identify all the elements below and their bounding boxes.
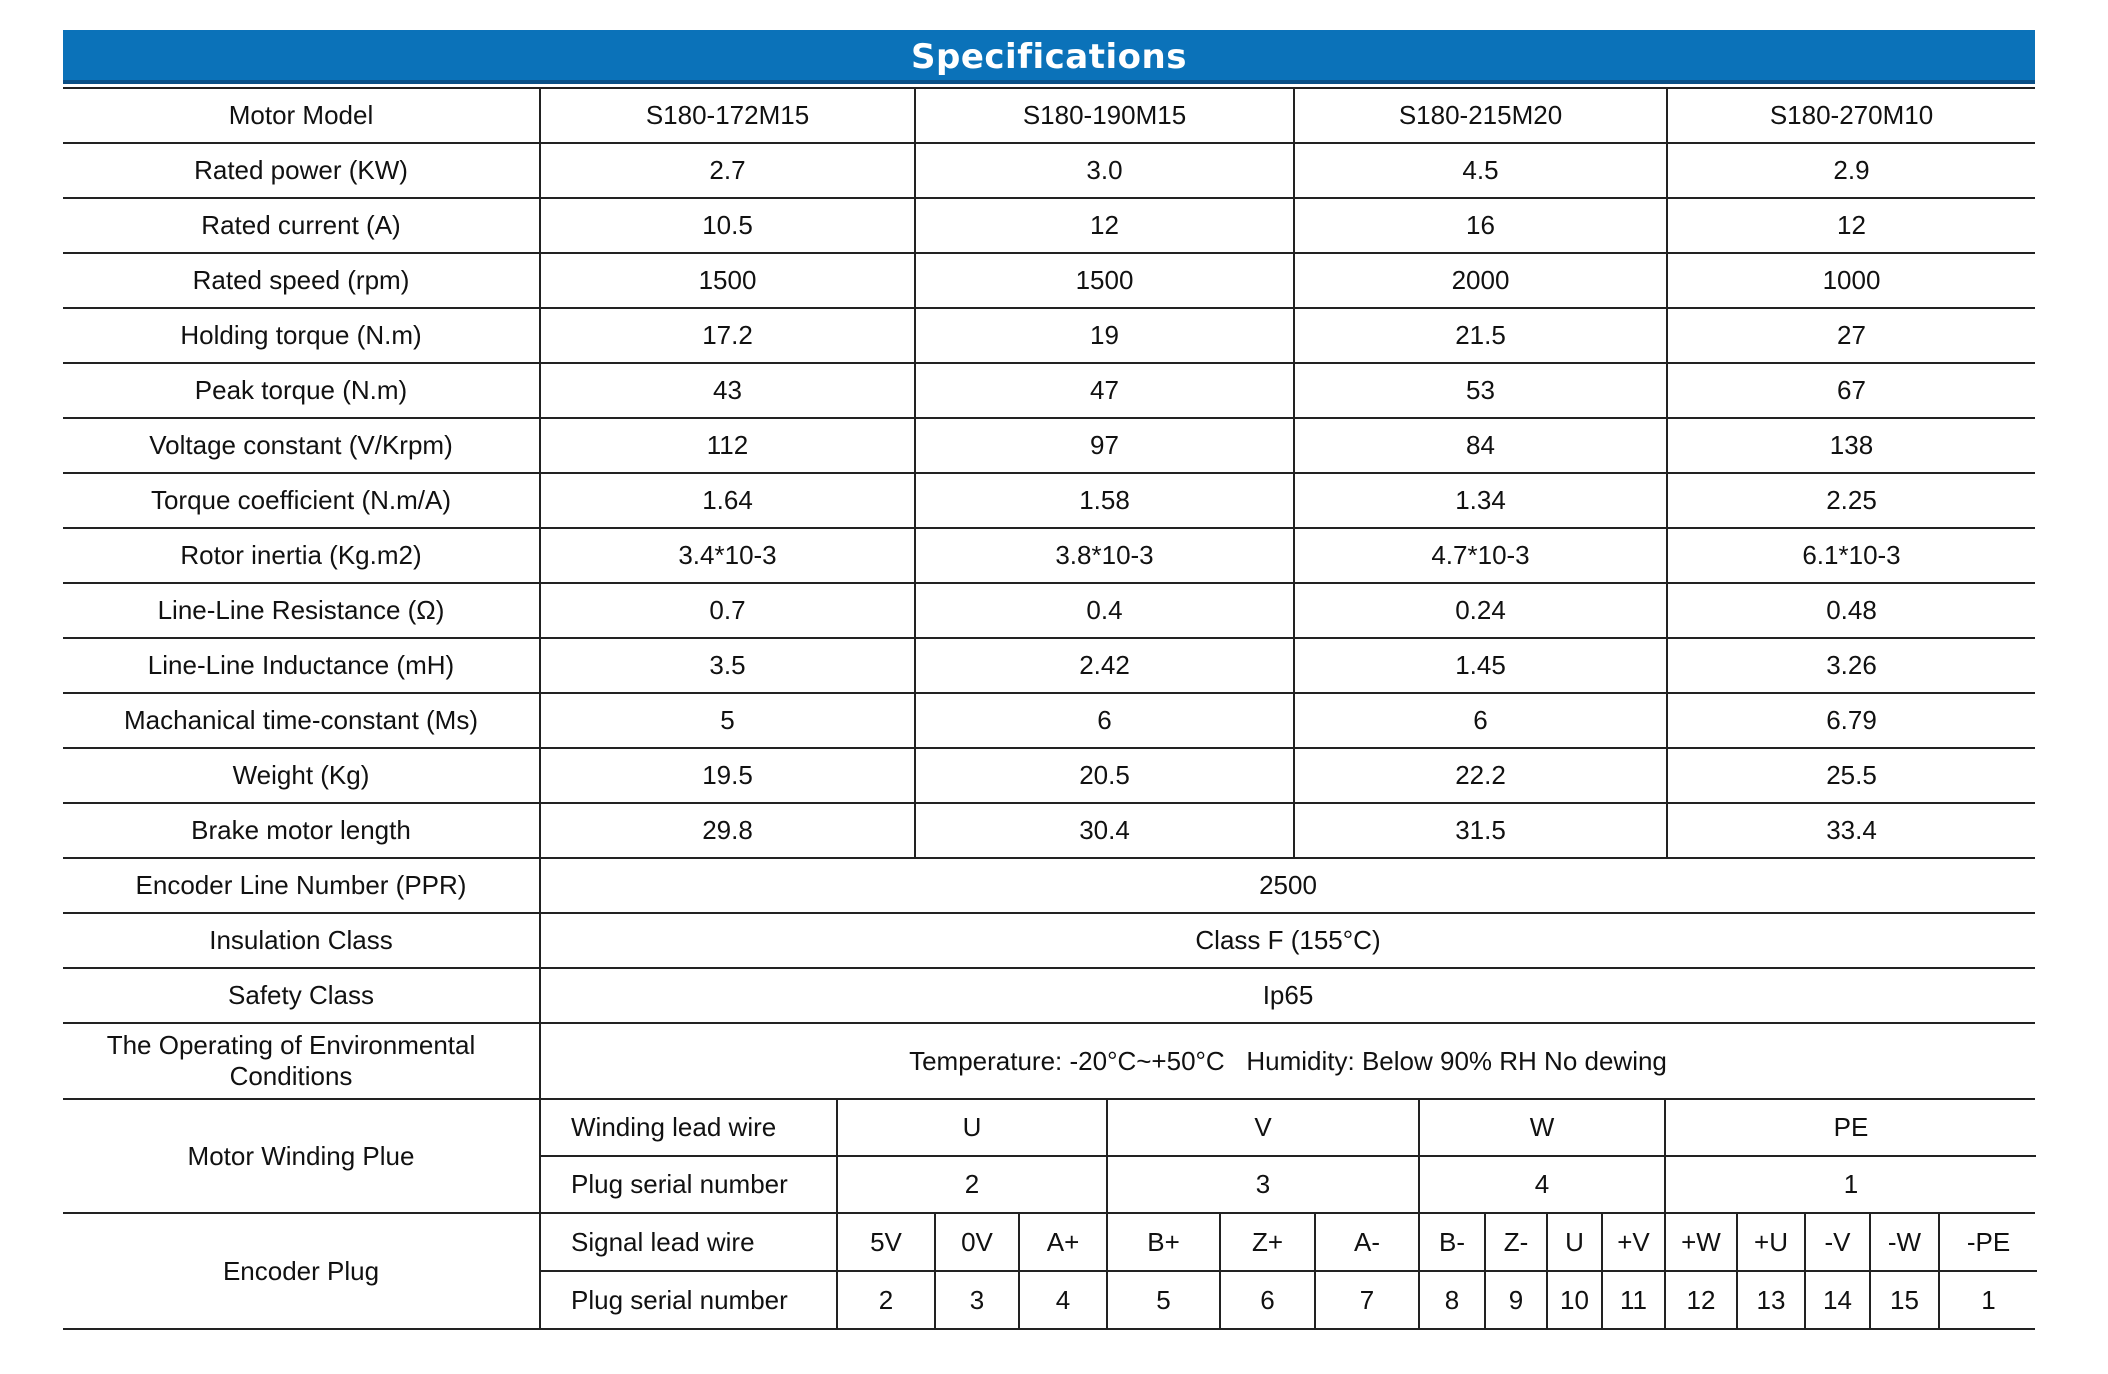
plug-number: 2 bbox=[837, 1156, 1107, 1212]
spec-row bbox=[63, 638, 2035, 693]
signal-wire: 0V bbox=[935, 1214, 1019, 1271]
signal-wire: -PE bbox=[1939, 1214, 2037, 1271]
signal-wire: 5V bbox=[837, 1214, 935, 1271]
spec-value: 1.64 bbox=[540, 473, 915, 528]
spec-value: 6.1*10-3 bbox=[1667, 528, 2035, 583]
spec-value: 16 bbox=[1294, 198, 1667, 253]
common-value: Ip65 bbox=[540, 968, 2035, 1023]
row-label: Encoder Plug bbox=[63, 1213, 540, 1329]
plug-number: 5 bbox=[1107, 1271, 1220, 1328]
model-name: S180-215M20 bbox=[1294, 88, 1667, 143]
environment-row bbox=[63, 1023, 2035, 1099]
spec-value: 33.4 bbox=[1667, 803, 2035, 858]
spec-row bbox=[63, 473, 2035, 528]
spec-value: 2.7 bbox=[540, 143, 915, 198]
plug-number: 14 bbox=[1805, 1271, 1870, 1328]
spec-row bbox=[63, 748, 2035, 803]
spec-row bbox=[63, 198, 2035, 253]
spec-value: 1000 bbox=[1667, 253, 2035, 308]
row-label: Encoder Line Number (PPR) bbox=[63, 858, 540, 913]
plug-number: 8 bbox=[1419, 1271, 1485, 1328]
plug-number: 7 bbox=[1315, 1271, 1419, 1328]
plug-number: 1 bbox=[1939, 1271, 2037, 1328]
row-label: Insulation Class bbox=[63, 913, 540, 968]
row-label: Rotor inertia (Kg.m2) bbox=[63, 528, 540, 583]
plug-number: 9 bbox=[1485, 1271, 1547, 1328]
spec-value: 20.5 bbox=[915, 748, 1294, 803]
spec-value: 4.7*10-3 bbox=[1294, 528, 1667, 583]
spec-value: 10.5 bbox=[540, 198, 915, 253]
row-label: Safety Class bbox=[63, 968, 540, 1023]
model-name: S180-190M15 bbox=[915, 88, 1294, 143]
signal-wire: B- bbox=[1419, 1214, 1485, 1271]
row-label: Brake motor length bbox=[63, 803, 540, 858]
common-value: Class F (155°C) bbox=[540, 913, 2035, 968]
plug-number: 15 bbox=[1870, 1271, 1939, 1328]
spec-row bbox=[63, 528, 2035, 583]
spec-row bbox=[63, 253, 2035, 308]
spec-value: 3.26 bbox=[1667, 638, 2035, 693]
signal-wire: Z+ bbox=[1220, 1214, 1315, 1271]
signal-wire: -V bbox=[1805, 1214, 1870, 1271]
spec-value: 3.0 bbox=[915, 143, 1294, 198]
spec-value: 2.25 bbox=[1667, 473, 2035, 528]
signal-wire: +U bbox=[1737, 1214, 1805, 1271]
spec-value: 1.34 bbox=[1294, 473, 1667, 528]
row-label: Plug serial number bbox=[541, 1271, 837, 1328]
spec-value: 29.8 bbox=[540, 803, 915, 858]
row-label: The Operating of Environmental Conditions bbox=[63, 1023, 540, 1099]
common-value: 2500 bbox=[540, 858, 2035, 913]
winding-cell bbox=[540, 1099, 2035, 1213]
spec-value: 12 bbox=[915, 198, 1294, 253]
spec-value: 6.79 bbox=[1667, 693, 2035, 748]
signal-wire: +V bbox=[1602, 1214, 1665, 1271]
plug-number: 4 bbox=[1419, 1156, 1665, 1212]
model-header-row bbox=[63, 88, 2035, 143]
plug-number: 3 bbox=[935, 1271, 1019, 1328]
spec-value: 97 bbox=[915, 418, 1294, 473]
spec-row bbox=[63, 418, 2035, 473]
model-name: S180-172M15 bbox=[540, 88, 915, 143]
spec-value: 2.42 bbox=[915, 638, 1294, 693]
model-name: S180-270M10 bbox=[1667, 88, 2035, 143]
spec-value: 3.8*10-3 bbox=[915, 528, 1294, 583]
plug-number: 4 bbox=[1019, 1271, 1107, 1328]
spec-value: 22.2 bbox=[1294, 748, 1667, 803]
signal-wire: -W bbox=[1870, 1214, 1939, 1271]
winding-lead: U bbox=[837, 1100, 1107, 1156]
row-label: Torque coefficient (N.m/A) bbox=[63, 473, 540, 528]
spec-value: 1.58 bbox=[915, 473, 1294, 528]
spec-value: 27 bbox=[1667, 308, 2035, 363]
signal-wire: A- bbox=[1315, 1214, 1419, 1271]
spec-value: 43 bbox=[540, 363, 915, 418]
row-label: Line-Line Inductance (mH) bbox=[63, 638, 540, 693]
spec-row bbox=[63, 363, 2035, 418]
row-label: Motor Model bbox=[63, 88, 540, 143]
spec-value: 84 bbox=[1294, 418, 1667, 473]
row-label: Winding lead wire bbox=[541, 1100, 837, 1156]
winding-lead: PE bbox=[1665, 1100, 2036, 1156]
row-label: Motor Winding Plue bbox=[63, 1099, 540, 1213]
spec-value: 138 bbox=[1667, 418, 2035, 473]
signal-wire: A+ bbox=[1019, 1214, 1107, 1271]
spec-value: 67 bbox=[1667, 363, 2035, 418]
spec-value: 25.5 bbox=[1667, 748, 2035, 803]
spec-value: 19.5 bbox=[540, 748, 915, 803]
signal-wire: U bbox=[1547, 1214, 1602, 1271]
plug-number: 10 bbox=[1547, 1271, 1602, 1328]
spec-value: 2.9 bbox=[1667, 143, 2035, 198]
spec-value: 0.4 bbox=[915, 583, 1294, 638]
plug-number: 11 bbox=[1602, 1271, 1665, 1328]
environment-value: Temperature: -20°C~+50°C Humidity: Below 90% RH No dewing bbox=[540, 1023, 2035, 1099]
spec-row bbox=[63, 693, 2035, 748]
spec-value: 3.5 bbox=[540, 638, 915, 693]
common-row bbox=[63, 858, 2035, 913]
spec-value: 2000 bbox=[1294, 253, 1667, 308]
row-label: Peak torque (N.m) bbox=[63, 363, 540, 418]
winding-table bbox=[541, 1100, 2036, 1212]
row-label: Holding torque (N.m) bbox=[63, 308, 540, 363]
winding-lead: W bbox=[1419, 1100, 1665, 1156]
spec-value: 0.48 bbox=[1667, 583, 2035, 638]
row-label: Weight (Kg) bbox=[63, 748, 540, 803]
row-label: Signal lead wire bbox=[541, 1214, 837, 1271]
spec-value: 17.2 bbox=[540, 308, 915, 363]
spec-value: 21.5 bbox=[1294, 308, 1667, 363]
plug-number: 2 bbox=[837, 1271, 935, 1328]
plug-number: 13 bbox=[1737, 1271, 1805, 1328]
spec-value: 6 bbox=[1294, 693, 1667, 748]
spec-value: 1.45 bbox=[1294, 638, 1667, 693]
spec-row bbox=[63, 583, 2035, 638]
signal-wire: B+ bbox=[1107, 1214, 1220, 1271]
spec-sheet bbox=[63, 30, 2035, 1330]
plug-number: 1 bbox=[1665, 1156, 2036, 1212]
spec-row bbox=[63, 803, 2035, 858]
spec-value: 0.7 bbox=[540, 583, 915, 638]
spec-value: 5 bbox=[540, 693, 915, 748]
spec-value: 0.24 bbox=[1294, 583, 1667, 638]
spec-table bbox=[63, 87, 2035, 1330]
spec-value: 3.4*10-3 bbox=[540, 528, 915, 583]
row-label: Rated speed (rpm) bbox=[63, 253, 540, 308]
row-label: Plug serial number bbox=[541, 1156, 837, 1212]
plug-number: 3 bbox=[1107, 1156, 1419, 1212]
plug-number: 6 bbox=[1220, 1271, 1315, 1328]
row-label: Rated current (A) bbox=[63, 198, 540, 253]
page-title: Specifications bbox=[63, 30, 2035, 84]
signal-wire: +W bbox=[1665, 1214, 1737, 1271]
spec-value: 6 bbox=[915, 693, 1294, 748]
spec-value: 112 bbox=[540, 418, 915, 473]
common-row bbox=[63, 968, 2035, 1023]
encoder-cell bbox=[540, 1213, 2035, 1329]
spec-value: 4.5 bbox=[1294, 143, 1667, 198]
winding-row bbox=[63, 1099, 2035, 1213]
spec-row bbox=[63, 308, 2035, 363]
spec-value: 47 bbox=[915, 363, 1294, 418]
common-row bbox=[63, 913, 2035, 968]
winding-lead: V bbox=[1107, 1100, 1419, 1156]
spec-value: 1500 bbox=[540, 253, 915, 308]
signal-wire: Z- bbox=[1485, 1214, 1547, 1271]
spec-value: 12 bbox=[1667, 198, 2035, 253]
encoder-row bbox=[63, 1213, 2035, 1329]
row-label: Rated power (KW) bbox=[63, 143, 540, 198]
row-label: Machanical time-constant (Ms) bbox=[63, 693, 540, 748]
row-label: Voltage constant (V/Krpm) bbox=[63, 418, 540, 473]
spec-value: 19 bbox=[915, 308, 1294, 363]
encoder-table bbox=[541, 1214, 2037, 1328]
spec-value: 30.4 bbox=[915, 803, 1294, 858]
row-label: Line-Line Resistance (Ω) bbox=[63, 583, 540, 638]
plug-number: 12 bbox=[1665, 1271, 1737, 1328]
spec-value: 1500 bbox=[915, 253, 1294, 308]
spec-value: 31.5 bbox=[1294, 803, 1667, 858]
spec-value: 53 bbox=[1294, 363, 1667, 418]
spec-row bbox=[63, 143, 2035, 198]
